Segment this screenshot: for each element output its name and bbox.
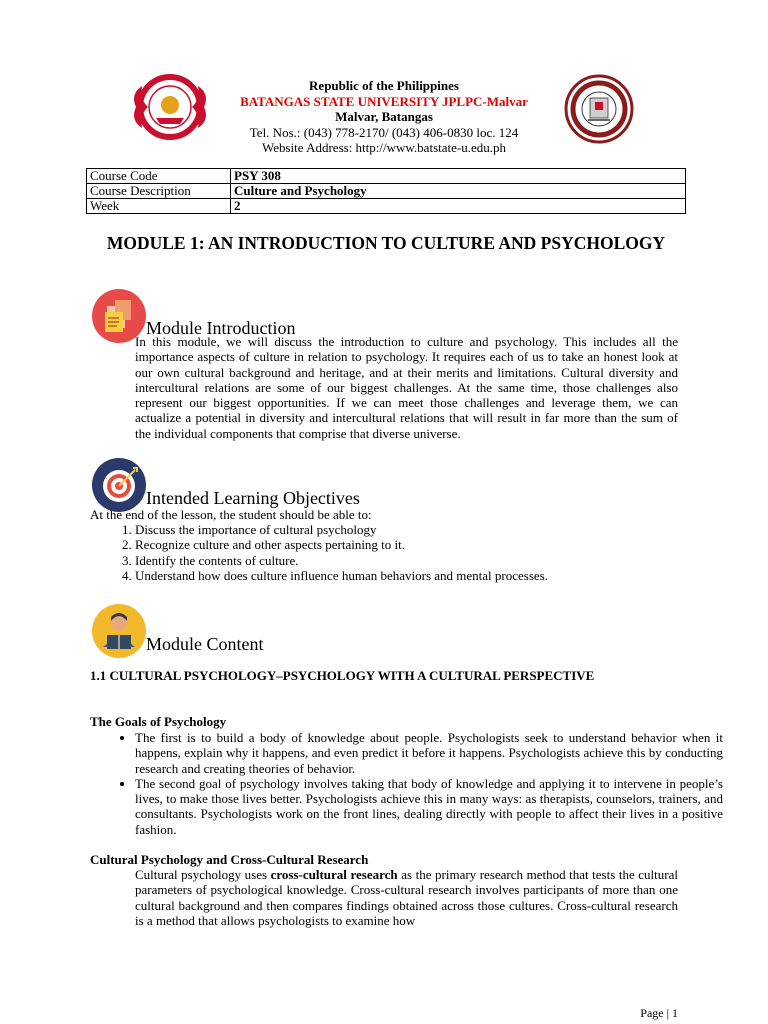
ccr-paragraph xyxy=(90,867,678,928)
list-item: 1. Discuss the importance of cultural psychology xyxy=(135,522,723,537)
ccr-text xyxy=(90,867,678,928)
table-row xyxy=(87,184,686,199)
module-title: MODULE 1: AN INTRODUCTION TO CULTURE AND PSYCHOLOGY xyxy=(106,233,666,253)
table-row xyxy=(87,199,686,214)
republic-line: Republic of the Philippines xyxy=(309,78,459,93)
letterhead xyxy=(0,78,768,156)
intro-paragraph xyxy=(90,334,678,441)
university-name: BATANGAS STATE UNIVERSITY JPLPC-Malvar xyxy=(240,93,528,109)
section-title: 1.1 CULTURAL PSYCHOLOGY–PSYCHOLOGY WITH A CULTURAL PERSPECTIVE xyxy=(90,668,595,683)
course-info-table xyxy=(86,168,686,214)
ccr-bold-term: cross-cultural research xyxy=(270,867,398,882)
objectives-list xyxy=(90,522,723,583)
course-code-label: Course Code xyxy=(87,169,231,184)
page-number: Page | 1 xyxy=(640,1006,678,1020)
list-item: 3. Identify the contents of culture. xyxy=(135,553,723,568)
reader-icon xyxy=(91,603,147,659)
ccr-text-start: Cultural psychology uses xyxy=(135,867,271,882)
goals-list xyxy=(90,730,723,837)
course-description-value: Culture and Psychology xyxy=(231,184,686,199)
target-icon xyxy=(91,457,147,513)
website-line: Website Address: http://www.batstate-u.edu.ph xyxy=(262,140,506,155)
list-item: • The first is to build a body of knowledge about people. Psychologists seek to understand behavior when it happens, explain why it happens, and even predict it before it happens. Psychologists achieve this by conducting research and creating theories of behavior. xyxy=(135,730,723,776)
ccr-title: Cultural Psychology and Cross-Cultural Research xyxy=(90,852,369,867)
ccr-text-end: as the primary research method that tests the cultural parameters of psychological knowledge. Cross-cultural research involves participants of more than one cultural background and then compares findings obtained across those cultures. Cross-cultural research is a method that allows psychologists to examine how xyxy=(135,867,678,928)
objectives-lead: At the end of the lesson, the student should be able to: xyxy=(90,507,372,522)
course-description-label: Course Description xyxy=(87,184,231,199)
table-row xyxy=(87,169,686,184)
list-item: • The second goal of psychology involves taking that body of knowledge and applying it to intervene in people’s lives, to make those lives better. Psychologists achieve this in many ways: as therapists, counselors, trainers, and consultants. Psychologists work on the front lines, dealing directly with people to affect their lives in a positive fashion. xyxy=(135,776,723,837)
list-item: 2. Recognize culture and other aspects pertaining to it. xyxy=(135,537,723,552)
intro-text: In this module, we will discuss the introduction to culture and psychology. This includes all the importance aspects of culture in relation to psychology. It requires each of us to take an honest look at our own cultural background and heritage, and at their merits and limitations. Cultural diversity and intercultural relations are some of our biggest challenges. At the same time, those challenges also represent our biggest opportunities. If we can meet those challenges and leverage them, we can actualize a potential in diversity and intercultural relations that will result in far more than the sum of the individual components that comprise that diverse universe. xyxy=(135,334,678,441)
telephone-line: Tel. Nos.: (043) 778-2170/ (043) 406-0830 loc. 124 xyxy=(249,124,519,140)
goals-title: The Goals of Psychology xyxy=(90,714,227,729)
intro-heading: Module Introduction xyxy=(146,318,296,338)
list-item: 4. Understand how does culture influence human behaviors and mental processes. xyxy=(135,568,723,583)
week-value: 2 xyxy=(231,199,686,214)
campus-location: Malvar, Batangas xyxy=(335,109,433,124)
week-label: Week xyxy=(87,199,231,214)
content-heading: Module Content xyxy=(146,634,264,654)
course-code-value: PSY 308 xyxy=(231,169,686,184)
objectives-heading: Intended Learning Objectives xyxy=(146,488,360,508)
